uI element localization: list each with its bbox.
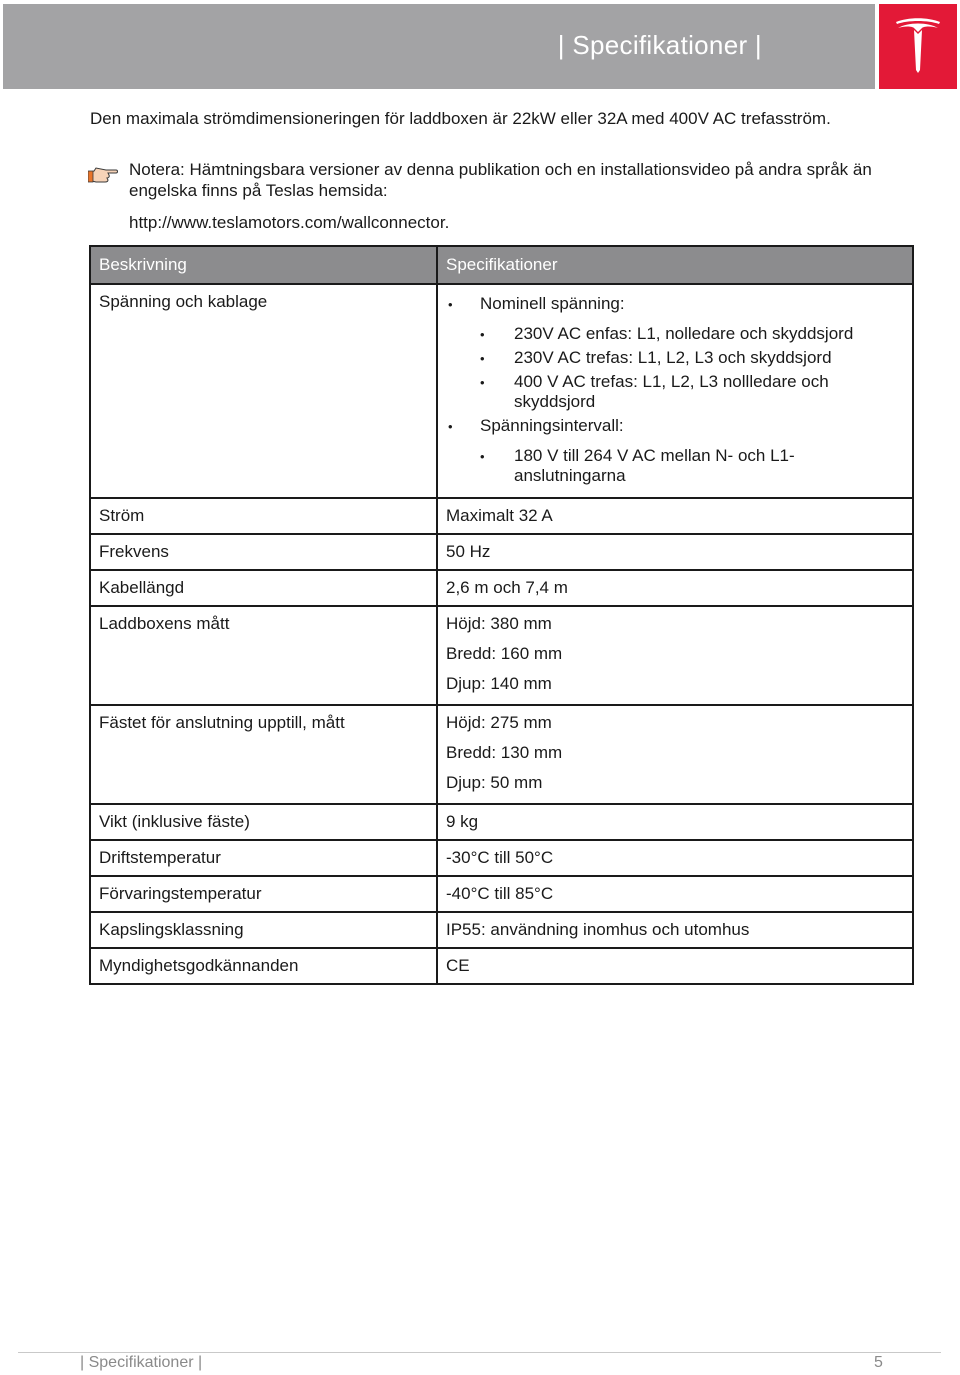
table-row	[90, 284, 913, 498]
row-label: Förvaringstemperatur	[90, 876, 437, 912]
row-label: Spänning och kablage	[90, 284, 437, 498]
nominal-voltage-label: • Nominell spänning:	[480, 294, 625, 313]
row-label: Frekvens	[90, 534, 437, 570]
table-row	[90, 534, 913, 570]
row-value: CE	[437, 948, 913, 984]
table-row	[90, 606, 913, 705]
row-value: -30°C till 50°C	[437, 840, 913, 876]
row-label: Vikt (inklusive fäste)	[90, 804, 437, 840]
nominal-voltage-list	[480, 324, 904, 412]
row-value: Maximalt 32 A	[437, 498, 913, 534]
row-value: -40°C till 85°C	[437, 876, 913, 912]
row-label: Laddboxens mått	[90, 606, 437, 705]
voltage-list	[446, 294, 904, 486]
table-row	[90, 912, 913, 948]
header-bar	[3, 4, 875, 89]
row-label: Myndighetsgodkännanden	[90, 948, 437, 984]
footer-divider	[18, 1352, 941, 1353]
tesla-logo-icon	[896, 18, 940, 74]
row-label: Driftstemperatur	[90, 840, 437, 876]
row-value: IP55: användning inomhus och utomhus	[437, 912, 913, 948]
row-value	[437, 284, 913, 498]
list-item: • 400 V AC trefas: L1, L2, L3 nollledare och skyddsjord	[480, 372, 864, 412]
column-header-specifications: Specifikationer	[437, 246, 913, 284]
list-item: • 230V AC enfas: L1, nolledare och skyddsjord	[480, 324, 904, 344]
list-item	[446, 416, 904, 486]
row-label: Kapslingsklassning	[90, 912, 437, 948]
row-value: 2,6 m och 7,4 m	[437, 570, 913, 606]
row-value: Höjd: 380 mm Bredd: 160 mm Djup: 140 mm	[437, 606, 913, 705]
row-value: 50 Hz	[437, 534, 913, 570]
table-row	[90, 570, 913, 606]
page-number: 5	[874, 1354, 883, 1371]
page-title: | Specifikationer |	[557, 30, 762, 60]
pointing-hand-icon	[88, 166, 118, 191]
table-row	[90, 840, 913, 876]
row-value: 9 kg	[437, 804, 913, 840]
table-row	[90, 804, 913, 840]
table-row	[90, 498, 913, 534]
table-header-row	[90, 246, 913, 284]
brand-logo	[879, 4, 957, 89]
specifications-table	[89, 245, 914, 985]
list-item: • 180 V till 264 V AC mellan N- och L1-anslutningarna	[480, 446, 844, 486]
list-item	[446, 294, 904, 412]
table-row	[90, 705, 913, 804]
column-header-description: Beskrivning	[90, 246, 437, 284]
row-label: Kabellängd	[90, 570, 437, 606]
row-value: Höjd: 275 mm Bredd: 130 mm Djup: 50 mm	[437, 705, 913, 804]
list-item: • 230V AC trefas: L1, L2, L3 och skyddsjord	[480, 348, 904, 368]
website-link[interactable]: http://www.teslamotors.com/wallconnector.	[129, 213, 450, 232]
table-row	[90, 948, 913, 984]
voltage-interval-list	[480, 446, 904, 486]
table-row	[90, 876, 913, 912]
row-label: Ström	[90, 498, 437, 534]
intro-paragraph: Den maximala strömdimensioneringen för laddboxen är 22kW eller 32A med 400V AC trefasström.	[90, 109, 831, 128]
row-label: Fästet för anslutning upptill, mått	[90, 705, 437, 804]
footer-section-title: | Specifikationer |	[80, 1354, 203, 1371]
note-text: Notera: Hämtningsbara versioner av denna publikation och en installationsvideo på andra språk än engelska finns på Teslas hemsida:	[129, 160, 872, 200]
voltage-interval-label: • Spänningsintervall:	[480, 416, 624, 435]
